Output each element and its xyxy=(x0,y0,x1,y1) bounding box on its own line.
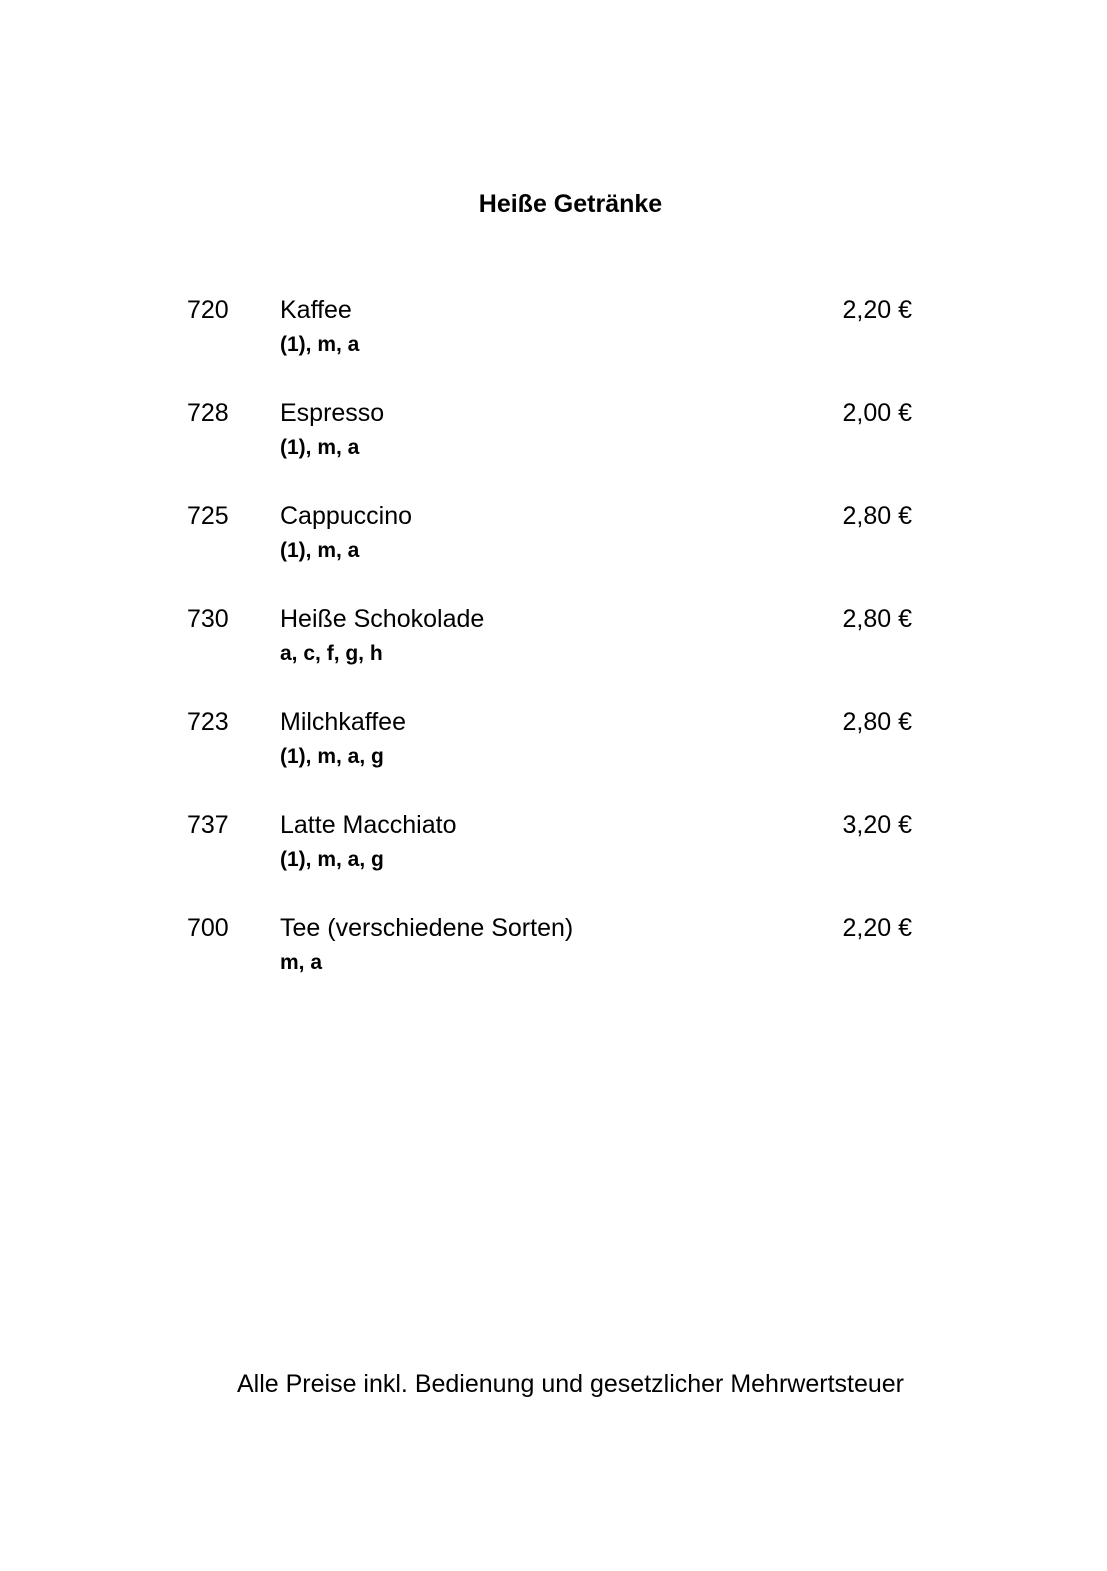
item-name: Latte Macchiato xyxy=(280,811,457,839)
item-price: 2,20 € xyxy=(842,914,912,942)
menu-item xyxy=(0,293,1107,396)
item-name: Espresso xyxy=(280,399,385,427)
item-allergens: (1), m, a xyxy=(280,333,360,356)
item-number: 725 xyxy=(187,502,229,530)
item-price: 2,80 € xyxy=(842,502,912,530)
menu-item xyxy=(0,396,1107,499)
menu-list xyxy=(0,293,1107,1014)
menu-item xyxy=(0,705,1107,808)
item-price: 2,80 € xyxy=(842,708,912,736)
item-number: 728 xyxy=(187,399,229,427)
item-number: 737 xyxy=(187,811,229,839)
item-price: 2,80 € xyxy=(842,605,912,633)
item-price: 2,00 € xyxy=(842,399,912,427)
item-allergens: (1), m, a, g xyxy=(280,745,384,768)
item-allergens: a, c, f, g, h xyxy=(280,642,383,665)
item-number: 723 xyxy=(187,708,229,736)
item-name: Milchkaffee xyxy=(280,708,406,736)
item-name: Heiße Schokolade xyxy=(280,605,485,633)
item-number: 720 xyxy=(187,296,229,324)
item-number: 730 xyxy=(187,605,229,633)
item-number: 700 xyxy=(187,914,229,942)
item-name: Cappuccino xyxy=(280,502,413,530)
menu-item xyxy=(0,602,1107,705)
price-note: Alle Preise inkl. Bedienung und gesetzlicher Mehrwertsteuer xyxy=(236,1370,905,1398)
item-allergens: (1), m, a xyxy=(280,436,360,459)
item-allergens: m, a xyxy=(280,951,323,974)
item-allergens: (1), m, a, g xyxy=(280,848,384,871)
item-allergens: (1), m, a xyxy=(280,539,360,562)
menu-item xyxy=(0,911,1107,1014)
item-price: 2,20 € xyxy=(842,296,912,324)
menu-item xyxy=(0,499,1107,602)
page-title: Heiße Getränke xyxy=(478,190,663,218)
item-price: 3,20 € xyxy=(842,811,912,839)
item-name: Tee (verschiedene Sorten) xyxy=(280,914,574,942)
item-name: Kaffee xyxy=(280,296,352,324)
menu-item xyxy=(0,808,1107,911)
